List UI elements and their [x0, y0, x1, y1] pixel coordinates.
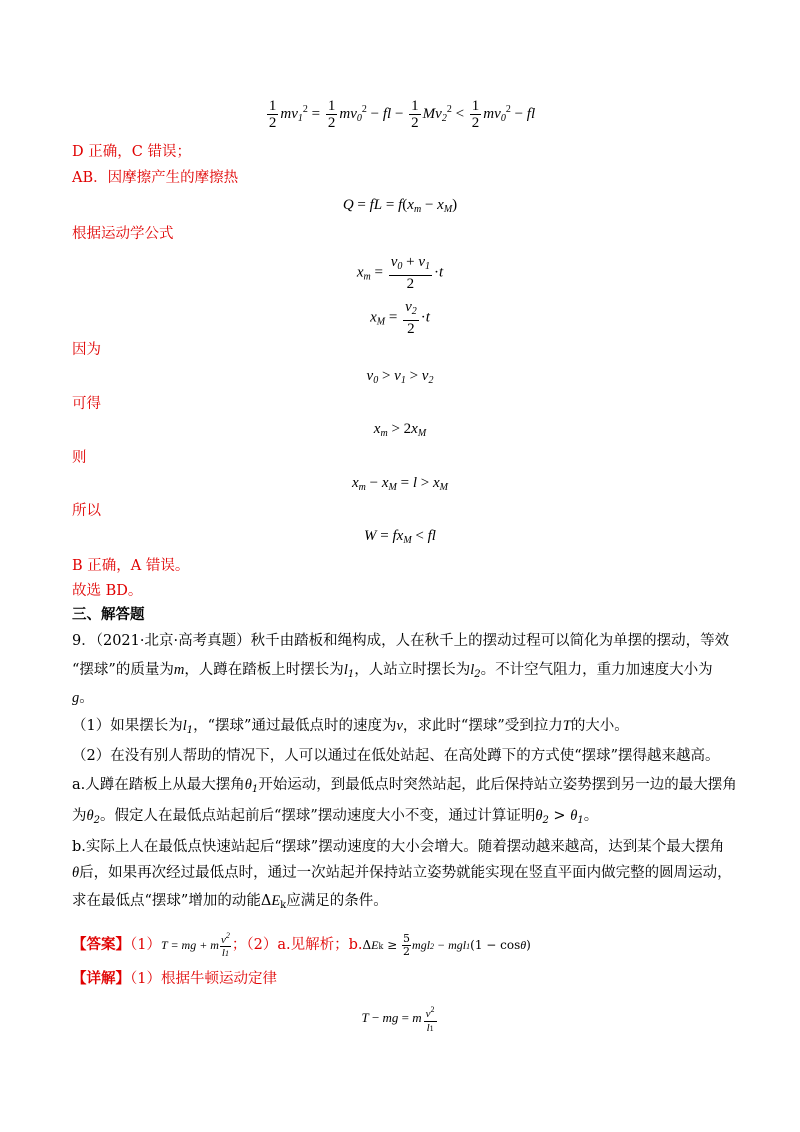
b-correct-line: B 正确，A 错误。	[72, 558, 190, 574]
q9-a1a: a.人蹲在踏板上从最大摆角	[72, 777, 245, 793]
choose-line: 故选 BD。	[72, 583, 143, 599]
equation-velocities: $v_0 > v_1 > v_2$	[366, 368, 434, 386]
q9-part-1: （1）如果摆长为$l_1$，“摆球”通过最低点时的速度为v，求此时“摆球”受到拉力T的大小。	[72, 718, 629, 736]
q9-a1b: 开始运动，到最低点时突然站起，此后保持站立姿势摆到另一边的最大摆角	[258, 777, 737, 793]
equation-xM: $x_M$ = $\frac{v_2}{2}$ ·t	[370, 299, 430, 337]
detail-label: 【详解】	[72, 970, 130, 987]
answer-line: 【答案】（1）T = mg + m $\frac{v^2}{l1}$ ；（2）a.见解析；b.ΔEk ≥ $\frac{5}{2}$ mgl2 − mgl1(1 − cosθ)	[72, 931, 531, 959]
q9-line-1: 9．（2021·北京·高考真题）秋千由踏板和绳构成，人在秋千上的摆动过程可以简化为单摆的摆动，等效	[72, 633, 730, 649]
can-get-line: 可得	[72, 396, 101, 412]
q9-p1b: ，“摆球”通过最低点时的速度为	[193, 718, 397, 734]
q9-b2: 后，如果再次经过最低点时，通过一次站起并保持站立姿势就能实现在竖直平面内做完整的圆周运动，	[79, 865, 732, 881]
q9-p1d: 的大小。	[570, 718, 629, 734]
q9-p1a: （1）如果摆长为	[72, 718, 183, 734]
section-title: 三、解答题	[72, 606, 145, 623]
detail-text: （1）根据牛顿运动定律	[130, 971, 277, 987]
q9-a2b: 。假定人在最低点站起前后“摆球”摆动速度大小不变，通过计算证明	[100, 808, 536, 824]
equation-newton: T − mg = m $\frac{v^2}{l1}$	[361, 1005, 435, 1034]
because-line: 因为	[72, 342, 101, 358]
answer-part1-label: （1）	[130, 937, 161, 953]
q9-part-b-line-3: 求在最低点“摆球”增加的动能$\Delta E_k$应满足的条件。	[72, 893, 388, 911]
q9-b3b: 应满足的条件。	[286, 893, 388, 909]
q9-text-2a: “摆球”的质量为	[72, 662, 174, 678]
answer-label: 【答案】	[72, 936, 130, 953]
q9-line-3: g。	[72, 690, 94, 706]
then-line: 则	[72, 450, 87, 466]
kinematics-line: 根据运动学公式	[72, 226, 174, 242]
equation-diff: $x_m - x_M = l > x_M$	[351, 475, 448, 493]
q9-b3a: 求在最低点“摆球”增加的动能	[72, 893, 261, 909]
answer-part2-label: ；（2）a.见解析；b.	[231, 937, 363, 953]
q9-text-2d: 。不计空气阻力，重力加速度大小为	[480, 662, 713, 678]
equation-heat: Q = fL = $f(x_m - x_M)$	[342, 197, 458, 215]
q9-a2a: 为	[72, 808, 87, 824]
q9-text-3: 。	[79, 690, 94, 706]
so-line: 所以	[72, 503, 101, 519]
q9-part-2: （2）在没有别人帮助的情况下，人可以通过在低处站起、在高处蹲下的方式使“摆球”摆得越来越高。	[72, 748, 720, 764]
q9-a2c: 。	[583, 808, 599, 824]
q9-text-2c: ，人站立时摆长为	[354, 662, 471, 678]
q9-part-b-line-1: b.实际上人在最低点快速站起后“摆球”摆动速度的大小会增大。随着摆动越来越高，达到某个最大摆角	[72, 839, 725, 855]
equation-xm: $x_m$ = $\frac{v_0 + v_1}{2}$ ·t	[356, 254, 444, 292]
equation-xm-gt: $x_m > 2x_M$	[373, 421, 427, 439]
d-correct-line: D 正确，C 错误；	[72, 144, 191, 160]
q9-text-2b: ，人蹲在踏板上时摆长为	[184, 662, 344, 678]
ab-heat-line: AB．因摩擦产生的摩擦热	[72, 170, 239, 186]
q9-part-a-line-1: a.人蹲在踏板上从最大摆角$\theta_1$开始运动，到最低点时突然站起，此后保持站立姿势摆到另一边的最大摆角	[72, 777, 737, 795]
detail-line	[72, 969, 277, 989]
q9-p1c: ，求此时“摆球”受到拉力	[402, 718, 563, 734]
equation-energy: $\frac{1}{2}$ $mv_1^2$ = $\frac{1}{2}$ $mv_0^2$ − fl − $\frac{1}{2}$ $Mv_2^2$ < $\frac{1}{2}$ $mv_0^2$ − fl	[268, 98, 536, 131]
q9-line-2: “摆球”的质量为m，人蹲在踏板上时摆长为$l_1$，人站立时摆长为$l_2$。不计空气阻力，重力加速度大小为	[72, 662, 713, 680]
q9-part-b-line-2: θ后，如果再次经过最低点时，通过一次站起并保持站立姿势就能实现在竖直平面内做完整的圆周运动，	[72, 865, 732, 881]
equation-work: $W = fx_M$ < fl	[364, 528, 436, 546]
q9-part-a-line-2: 为$\theta_2$。假定人在最低点站起前后“摆球”摆动速度大小不变，通过计算证明$\theta_2 > \theta_1$。	[72, 808, 599, 826]
